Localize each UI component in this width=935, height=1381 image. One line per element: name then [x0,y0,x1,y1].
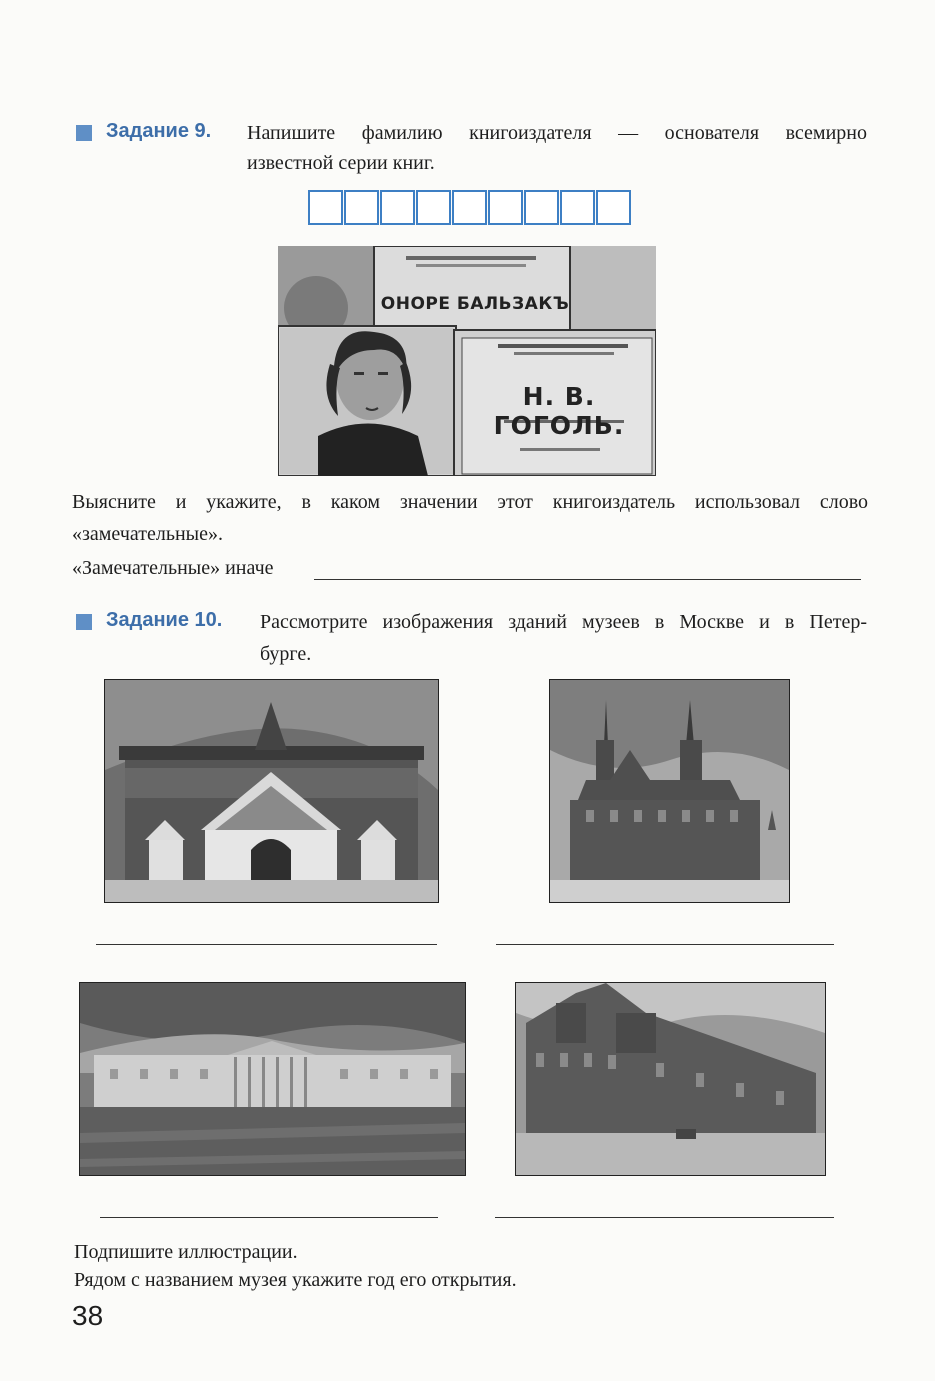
answer-cell[interactable] [560,190,595,225]
historical-museum-photo [549,679,790,903]
task10-prompt-line1: Рассмотрите изображения зданий музеев в Москве и в Петер- [260,611,867,633]
task9-prompt-line2: известной серии книг. [247,152,435,174]
task9-question-line2: «замечательные». [72,523,223,545]
answer-cell[interactable] [416,190,451,225]
book-covers-photo [278,246,656,476]
task10-instruction-line2: Рядом с названием музея укажите год его открытия. [74,1269,517,1291]
task10-instruction-line1: Подпишите иллюстрации. [74,1241,298,1263]
page-number: 38 [72,1300,104,1331]
answer-cells[interactable] [308,190,634,225]
task10-prompt-line2: бурге. [260,643,312,665]
task10-label: Задание 10. [106,609,223,631]
task9-label: Задание 9. [106,120,212,142]
gogol-title: Н. В. ГОГОЛЬ. [493,382,625,440]
answer-cell[interactable] [308,190,343,225]
answer-cell[interactable] [524,190,559,225]
tretyakov-gallery-photo [104,679,439,903]
task9-bullet [76,125,92,141]
polytechnic-museum-photo [515,982,826,1176]
caption-line-1[interactable] [96,944,437,945]
answer-cell[interactable] [452,190,487,225]
answer-cell[interactable] [488,190,523,225]
task9-answer-prefix: «Замечательные» иначе [72,557,274,579]
caption-line-2[interactable] [496,944,834,945]
answer-cell[interactable] [344,190,379,225]
task10-bullet [76,614,92,630]
answer-cell[interactable] [380,190,415,225]
task9-question-line1: Выясните и укажите, в каком значении этот книгоиздатель использовал слово [72,491,868,513]
russian-museum-photo [79,982,466,1176]
answer-cell[interactable] [596,190,631,225]
caption-line-4[interactable] [495,1217,834,1218]
caption-line-3[interactable] [100,1217,438,1218]
task9-answer-line[interactable] [314,579,861,580]
task9-prompt-line1: Напишите фамилию книгоиздателя — основателя всемирно [247,122,867,144]
balzac-title: ОНОРЕ БАЛЬЗАКЪ [380,294,570,314]
